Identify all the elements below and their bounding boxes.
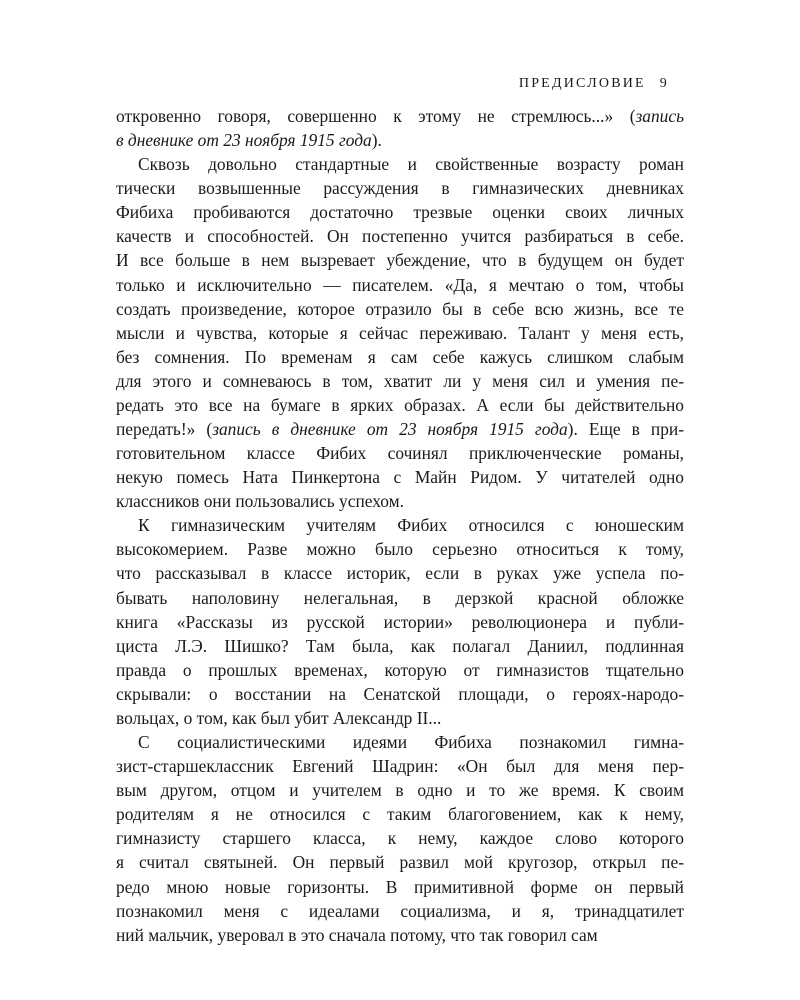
text-run: для этого и сомневаюсь в том, хватит ли у меня сил и умения пе-: [116, 370, 684, 391]
paragraph: [116, 104, 684, 152]
text-run: вольцах, о том, как был убит Александр II...: [116, 707, 442, 728]
text-run: тически возвышенные рассуждения в гимназических дневниках: [116, 178, 684, 199]
body-text: [116, 104, 684, 947]
text-run: только и исключительно — писателем. «Да, я мечтаю о том, чтобы: [116, 274, 684, 295]
text-run: создать произведение, которое отразило бы в себе всю жизнь, все те: [116, 298, 684, 319]
paragraph: [116, 152, 684, 513]
text-run: Фибиха пробиваются достаточно трезвые оценки своих личных: [116, 202, 684, 223]
text-line: [116, 441, 684, 465]
text-run: правда о прошлых временах, которую от гимназистов тщательно: [116, 659, 684, 680]
text-run: циста Л.Э. Шишко? Там была, как полагал Даниил, подлинная: [116, 635, 684, 656]
text-line: [116, 489, 684, 513]
text-line: [116, 465, 684, 489]
text-line: [116, 923, 684, 947]
text-line: [116, 513, 684, 537]
text-run: высокомерием. Разве можно было серьезно относиться к тому,: [116, 539, 684, 560]
text-line: [116, 778, 684, 802]
text-run: что рассказывал в классе историк, если в руках уже успела по-: [116, 563, 684, 584]
text-line: [116, 730, 684, 754]
text-line: [116, 561, 684, 585]
text-run: редать это все на бумаге в ярких образах. А если бы действительно: [116, 394, 684, 415]
text-line: [116, 634, 684, 658]
italic-citation: запись: [635, 106, 684, 126]
running-head: [519, 76, 669, 92]
text-run: скрывали: о восстании на Сенатской площади, о героях-народо-: [116, 683, 684, 704]
text-line: [116, 682, 684, 706]
text-line: [116, 586, 684, 610]
text-run: С социалистическими идеями Фибиха познакомил гимна-: [138, 732, 684, 753]
text-run: родителям я не относился с таким благоговением, как к нему,: [116, 804, 684, 825]
text-run: ). Еще в при-: [567, 419, 684, 440]
text-line: [116, 537, 684, 561]
text-line: [116, 754, 684, 778]
text-line: [116, 224, 684, 248]
text-run: книга «Рассказы из русской истории» революционера и публи-: [116, 611, 684, 632]
text-line: [116, 706, 684, 730]
text-line: [116, 899, 684, 923]
text-line: [116, 393, 684, 417]
text-run: Сквозь довольно стандартные и свойственные возрасту роман: [138, 154, 684, 175]
italic-citation: запись в дневнике от 23 ноября 1915 года: [212, 419, 568, 440]
text-line: [116, 321, 684, 345]
text-run: ).: [371, 130, 382, 151]
text-run: К гимназическим учителям Фибих относился с юношеским: [138, 515, 684, 536]
text-line: [116, 875, 684, 899]
paragraph: [116, 513, 684, 730]
text-run: мысли и чувства, которые я сейчас переживаю. Талант у меня есть,: [116, 322, 684, 343]
text-line: [116, 152, 684, 176]
text-run: вым другом, отцом и учителем в одно и то же время. К своим: [116, 780, 684, 801]
text-run: познакомил меня с идеалами социализма, и я, тринадцатилет: [116, 900, 684, 921]
text-line: [116, 200, 684, 224]
text-line: [116, 248, 684, 272]
text-run: без сомнения. По временам я сам себе кажусь слишком слабым: [116, 346, 684, 367]
text-run: бывать наполовину нелегальная, в дерзкой красной обложке: [116, 587, 684, 608]
text-run: гимназисту старшего класса, к нему, каждое слово которого: [116, 828, 684, 849]
text-line: [116, 273, 684, 297]
text-run: качеств и способностей. Он постепенно учится разбираться в себе.: [116, 226, 684, 247]
text-line: [116, 297, 684, 321]
page-number: 9: [659, 76, 669, 91]
text-line: [116, 826, 684, 850]
paragraph: [116, 730, 684, 947]
text-line: [116, 417, 684, 441]
text-line: [116, 802, 684, 826]
text-line: [116, 104, 684, 128]
text-run: зист-старшеклассник Евгений Шадрин: «Он был для меня пер-: [116, 756, 684, 777]
text-run: готовительном классе Фибих сочинял приключенческие романы,: [116, 443, 684, 464]
text-line: [116, 369, 684, 393]
text-run: ний мальчик, уверовал в это сначала потому, что так говорил сам: [116, 924, 598, 945]
text-run: передать!» (: [116, 419, 213, 440]
text-line: [116, 658, 684, 682]
text-run: классников они пользовались успехом.: [116, 491, 405, 512]
text-run: я считал святыней. Он первый развил мой кругозор, открыл пе-: [116, 852, 684, 873]
text-line: [116, 128, 684, 152]
text-run: И все больше в нем вызревает убеждение, что в будущем он будет: [116, 250, 684, 271]
text-line: [116, 345, 684, 369]
italic-citation: в дневнике от 23 ноября 1915 года: [116, 130, 372, 151]
text-line: [116, 610, 684, 634]
running-head-title: ПРЕДИСЛОВИЕ: [518, 76, 646, 91]
text-line: [116, 176, 684, 200]
text-run: некую помесь Ната Пинкертона с Майн Ридом. У читателей одно: [116, 467, 684, 488]
text-run: откровенно говоря, совершенно к этому не стремлюсь...» (: [116, 106, 636, 126]
text-run: редо мною новые горизонты. В примитивной форме он первый: [116, 876, 684, 897]
text-line: [116, 850, 684, 874]
